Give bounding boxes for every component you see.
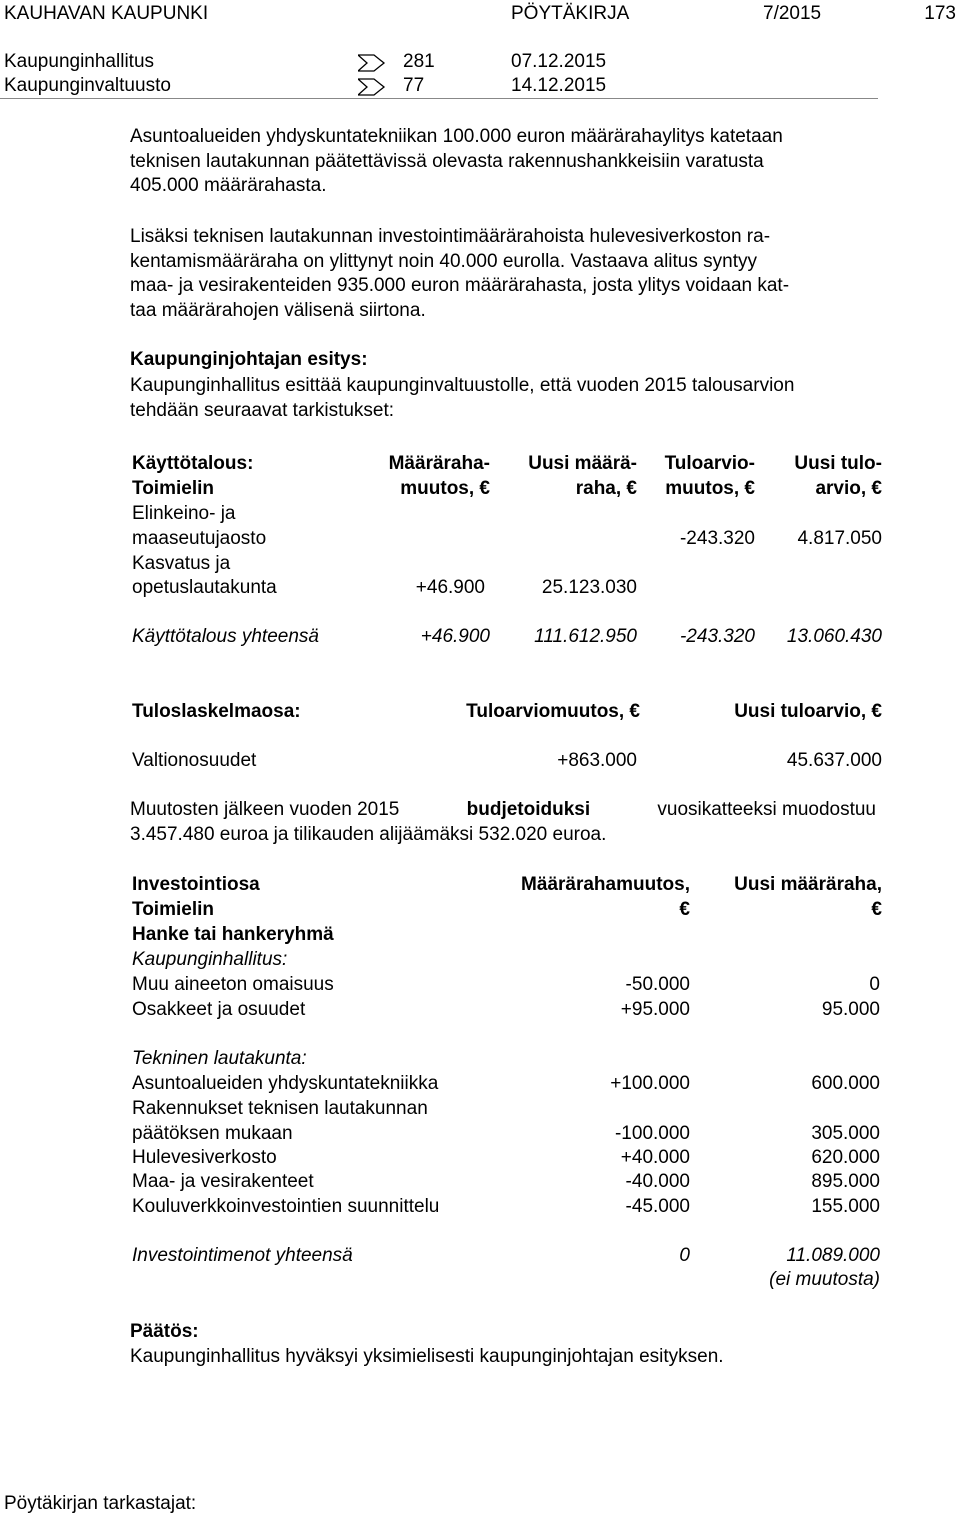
table-row-name: päätöksen mukaan [132,1123,293,1144]
column-header: Tuloarviomuutos, € [466,701,640,722]
column-header: € [679,899,690,920]
table-cell: -243.320 [679,626,755,647]
decision-text: Kaupunginhallitus hyväksyi yksimielisesti kaupunginjohtajan esityksen. [130,1346,724,1367]
column-header: Uusi tulo- [794,453,882,474]
column-header: Tuloarvio- [664,453,755,474]
decision-heading: Päätös: [130,1321,199,1342]
table-row-name: Muu aineeton omaisuus [132,974,334,995]
issue-number: 7/2015 [763,3,822,24]
table-row-name: Elinkeino- ja [132,503,236,524]
group-title: Kaupunginhallitus: [132,949,288,970]
column-header: Tuloslaskelmaosa: [132,701,301,722]
paragraph-line: maa- ja vesirakenteiden 935.000 euron määrärahasta, josta ylitys voidaan kat- [130,275,790,297]
column-header: Toimielin [132,478,214,499]
paragraph-line: Lisäksi teknisen lautakunnan investointimäärärahoista hulevesiverkoston ra- [130,226,771,247]
table-cell: 13.060.430 [786,626,882,647]
table-cell: +100.000 [610,1073,690,1094]
column-header: Hanke tai hankeryhmä [132,924,334,945]
additional-paragraph [130,225,876,324]
table-cell: 11.089.000 [786,1245,880,1266]
arrow-bullet-icon [358,53,386,73]
table-row-name: maaseutujaosto [132,528,267,549]
table-row-name: opetuslautakunta [132,577,277,598]
paragraph-text: vuosikatteeksi muodostuu [657,799,876,820]
paragraph-line: 405.000 määrärahasta. [130,175,327,197]
meeting-date: 14.12.2015 [511,75,607,96]
table-cell: -243.320 [679,528,755,549]
meeting-body: Kaupunginvaltuusto [4,75,171,96]
column-header: Uusi tuloarvio, € [734,701,882,722]
table-cell: 620.000 [811,1147,880,1168]
column-header: arvio, € [815,478,882,499]
doc-type: PÖYTÄKIRJA [511,3,630,24]
meeting-date: 07.12.2015 [511,51,607,72]
table-total-label: Käyttötalous yhteensä [132,626,319,647]
table-cell: 25.123.030 [541,577,637,598]
table-cell: 95.000 [821,999,880,1020]
header-divider [0,98,878,99]
table-cell: 0 [869,974,880,995]
table-note: (ei muutosta) [769,1269,880,1290]
column-header: muutos, € [665,478,755,499]
column-header: Toimielin [132,899,214,920]
paragraph-line: kentamismääräraha on ylittynyt noin 40.000 eurolla. Vastaava alitus syntyy [130,250,757,272]
table-cell: -45.000 [625,1196,690,1217]
column-header: Investointiosa [132,874,260,895]
table-cell: +46.900 [415,577,485,598]
table-row-name: Valtionosuudet [132,750,257,771]
budget-paragraph-line: 3.457.480 euroa ja tilikauden alijäämäksi 532.020 euroa. [130,824,607,845]
column-header: Määräraha- [388,453,490,474]
paragraph-line: taa määrärahojen välisenä siirtona. [130,300,426,322]
table-row-name: Asuntoalueiden yhdyskuntatekniikka [132,1073,439,1094]
table-cell: 895.000 [811,1171,880,1192]
column-header: Määrärahamuutos, [521,874,690,895]
paragraph-line: Asuntoalueiden yhdyskuntatekniikan 100.000 euron määrärahaylitys katetaan [130,126,783,147]
table-cell: 600.000 [811,1073,880,1094]
page-number: 173 [924,3,956,24]
meeting-section: 281 [403,51,435,72]
table-cell: 0 [679,1245,690,1266]
proposal-line: Kaupunginhallitus esittää kaupunginvaltuustolle, että vuoden 2015 talousarvion [130,375,795,396]
group-title: Tekninen lautakunta: [132,1048,307,1069]
meeting-section: 77 [403,75,425,96]
paragraph-line: teknisen lautakunnan päätettävissä olevasta rakennushankkeisiin varatusta [130,150,764,172]
table-cell: +46.900 [420,626,490,647]
table-row-name: Osakkeet ja osuudet [132,999,306,1020]
table-cell: -50.000 [625,974,690,995]
paragraph-text: Muutosten jälkeen vuoden 2015 [130,799,400,820]
table-cell: +40.000 [620,1147,690,1168]
proposal-line: tehdään seuraavat tarkistukset: [130,400,395,421]
table-row-name: Kasvatus ja [132,553,231,574]
column-header: muutos, € [400,478,490,499]
paragraph-emphasis: budjetoiduksi [466,799,591,820]
footer-label: Pöytäkirjan tarkastajat: [4,1493,197,1514]
intro-paragraph [130,125,876,199]
org-name: KAUHAVAN KAUPUNKI [4,3,209,24]
table-cell: 45.637.000 [786,750,882,771]
table-cell: 305.000 [811,1123,880,1144]
column-header: Käyttötalous: [132,453,254,474]
column-header: € [871,899,882,920]
table-row-name: Kouluverkkoinvestointien suunnittelu [132,1196,440,1217]
table-row-name: Hulevesiverkosto [132,1147,277,1168]
budget-paragraph-line [130,798,876,822]
meeting-body: Kaupunginhallitus [4,51,155,72]
column-header: Uusi määrä- [528,453,637,474]
column-header: raha, € [575,478,637,499]
table-cell: -40.000 [625,1171,690,1192]
table-row-name: Maa- ja vesirakenteet [132,1171,314,1192]
table-cell: 4.817.050 [797,528,882,549]
table-cell: 155.000 [811,1196,880,1217]
table-cell: +863.000 [557,750,637,771]
arrow-bullet-icon [358,77,386,97]
table-cell: +95.000 [620,999,690,1020]
table-cell: -100.000 [614,1123,690,1144]
table-total-label: Investointimenot yhteensä [132,1245,353,1266]
column-header: Uusi määräraha, [734,874,882,895]
table-cell: 111.612.950 [534,626,637,647]
table-row-name: Rakennukset teknisen lautakunnan [132,1098,428,1119]
proposal-heading: Kaupunginjohtajan esitys: [130,349,368,370]
